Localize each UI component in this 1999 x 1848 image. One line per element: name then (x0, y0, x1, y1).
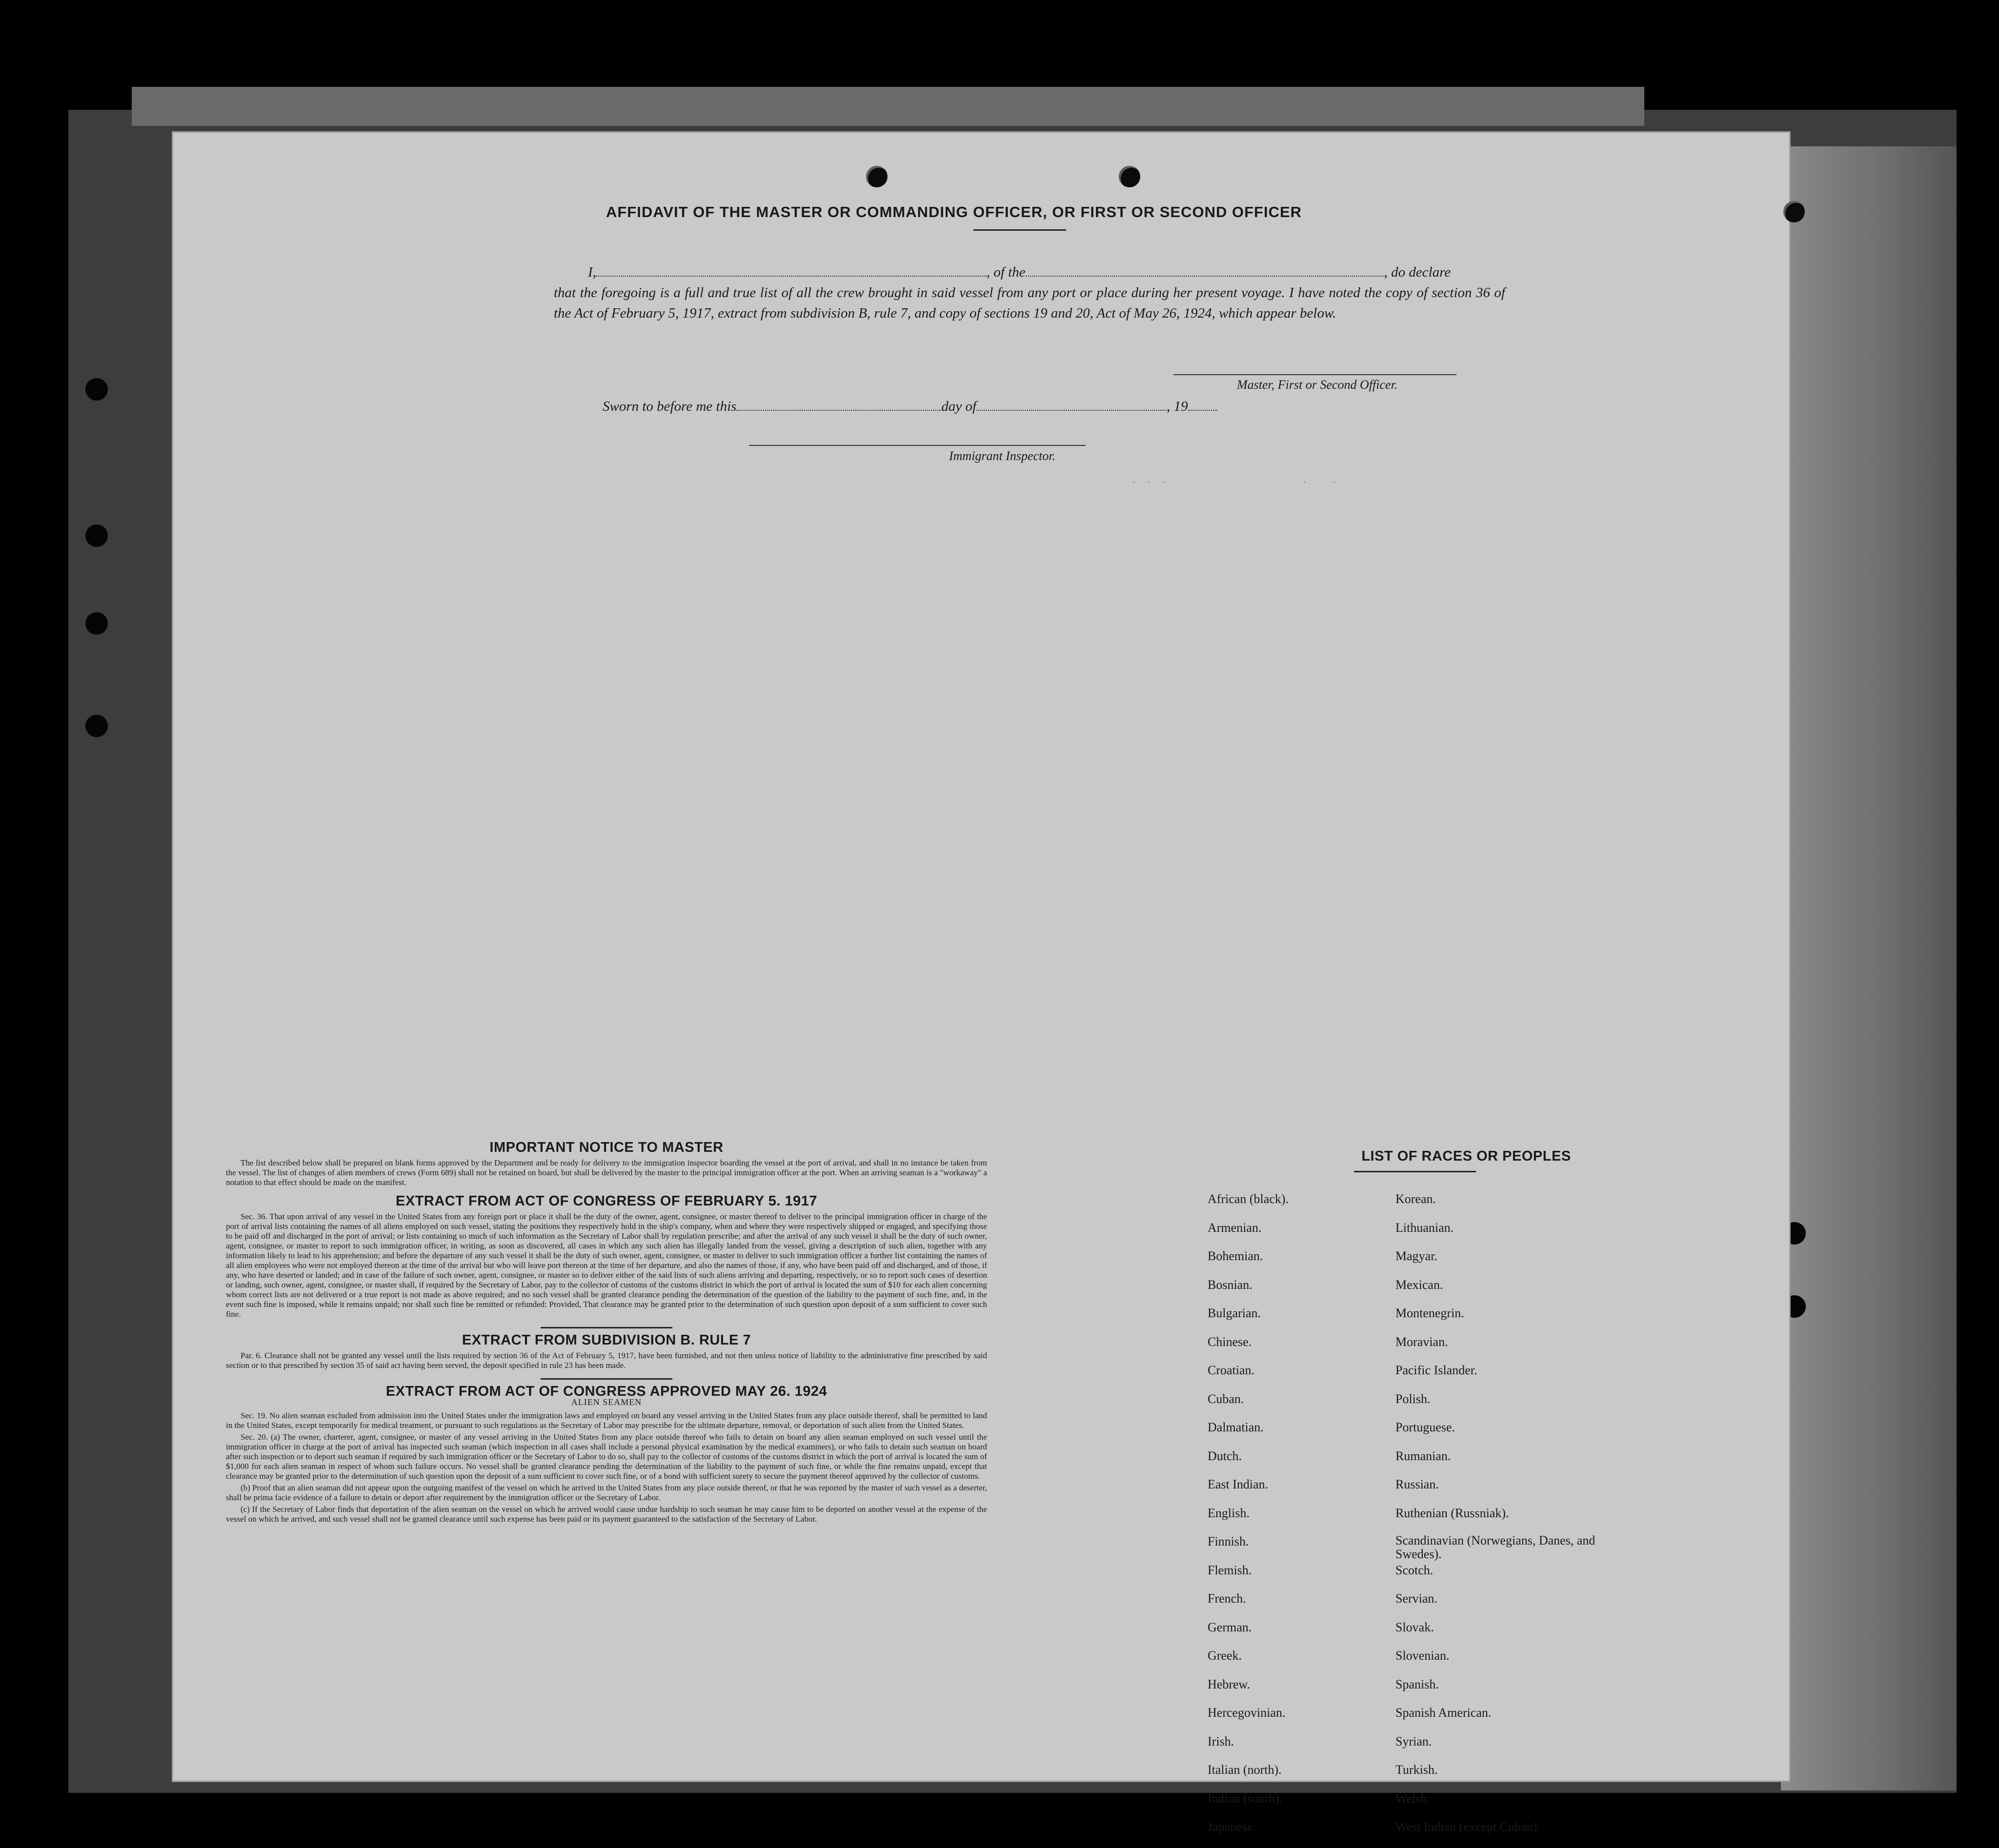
race-item: Italian (south). (1208, 1791, 1283, 1806)
race-item: Greek. (1208, 1648, 1242, 1663)
section-20c-text: (c) If the Secretary of Labor finds that deportation of the alien seaman on the vessel on which he arrived would cause undue hardship to such seaman he may cause him to be deported on another vessel at the expense of the vessel on which he arrived, and such vessel shall not be granted clearance until such expense has been paid or its payment guaranteed to the satisfaction of the Secretary of Labor. (226, 1505, 987, 1524)
race-item: Spanish. (1395, 1677, 1439, 1691)
race-item: Finnish. (1208, 1534, 1249, 1548)
race-item: Armenian. (1208, 1220, 1262, 1235)
races-list-right (1395, 1191, 1600, 1848)
race-item: Flemish. (1208, 1563, 1252, 1577)
affidavit-of-label: , of the (986, 264, 1026, 280)
race-item: Dutch. (1208, 1448, 1242, 1463)
inspector-signature-line (749, 445, 1086, 446)
race-item: Lithuanian. (1395, 1220, 1454, 1235)
inspector-signature-label: Immigrant Inspector. (949, 449, 1056, 463)
race-item: French. (1208, 1591, 1246, 1606)
race-item: Ruthenian (Russniak). (1395, 1506, 1509, 1520)
title-underline (973, 229, 1066, 231)
race-item: East Indian. (1208, 1477, 1269, 1491)
race-item: Bohemian. (1208, 1249, 1263, 1263)
race-item: Scotch. (1395, 1563, 1434, 1577)
race-item: Cuban. (1208, 1391, 1244, 1406)
race-item: Japanese. (1208, 1820, 1256, 1834)
legal-notice-column (226, 1138, 987, 1526)
underlying-page-edge (1781, 146, 1957, 1790)
rule-7-text: Par. 6. Clearance shall not be granted any vessel until the lists required by section 36 of the Act of February 5, 1917, have been furnished, and not then unless notice of liability to the administrative fine prescribed by said section or to that prescribed by section 35 of said act having been served, the deposit specified in rule 23 has been made. (226, 1351, 987, 1370)
document-page (173, 133, 1789, 1834)
race-item: Pacific Islander. (1395, 1363, 1477, 1377)
sworn-day-blank (736, 400, 941, 411)
race-item: Russian. (1395, 1477, 1439, 1491)
race-item: Korean. (1395, 1192, 1436, 1206)
race-item: Slovak. (1395, 1620, 1434, 1634)
section-20b-text: (b) Proof that an alien seaman did not appear upon the outgoing manifest of the vessel on which he arrived in the United States from any place outside thereof, or that he was reported by the master of such vessel as a deserter, shall be prima facie evidence of a failure to detain or deport after requirement by the immigration officer or the Secretary of Labor. (226, 1483, 987, 1502)
sworn-line (603, 399, 1286, 415)
race-item: German. (1208, 1620, 1252, 1634)
race-item: Scandinavian (Norwegians, Danes, and Swedes). (1395, 1533, 1595, 1561)
alien-seamen-subheading: ALIEN SEAMEN (571, 1397, 642, 1407)
race-item: Portuguese. (1395, 1420, 1455, 1434)
races-title-underline (1354, 1171, 1476, 1172)
name-blank (596, 266, 987, 277)
affidavit-i-label: I, (588, 264, 596, 280)
race-item: African (black). (1208, 1192, 1289, 1206)
race-item: Moravian. (1395, 1334, 1448, 1349)
binder-hole (85, 612, 108, 635)
section-divider (541, 1327, 672, 1328)
race-item: Turkish. (1395, 1763, 1438, 1777)
race-item: Magyar. (1395, 1249, 1437, 1263)
affidavit-title: AFFIDAVIT OF THE MASTER OR COMMANDING OFFICER, OR FIRST OR SECOND OFFICER (606, 203, 1302, 221)
race-item: Bosnian. (1208, 1277, 1252, 1292)
race-item: Welsh. (1395, 1791, 1430, 1806)
master-signature-line (1173, 374, 1456, 375)
race-item: English. (1208, 1506, 1250, 1520)
race-item: Hercegovinian. (1208, 1706, 1286, 1720)
section-20a-text: Sec. 20. (a) The owner, charterer, agent, consignee, or master of any vessel arriving in the United States from any place outside thereof who fails to detain on board any alien seaman employed on such vessel until the immigration officer in charge at the port of arrival has inspected such seaman (which inspection in all cases shall include a personal physical examination by the medical examiners), or who fails to detain such seaman on board after such inspection or to deport such seaman if required by such immigration officer or the Secretary of Labor to do so, shall pay to the collector of customs of the customs district in which the port of arrival is located the sum of $1,000 for each alien seaman in respect of whom such failure occurs. No vessel shall be granted clearance pending the determination of the liability to the payment of such fine, or while the fine remains unpaid, except that clearance may be granted prior to the determination of such question upon the deposit of a sum sufficient to cover such fine, or of a bond with sufficient surety to secure the payment thereof approved by the collector of customs. (226, 1432, 987, 1481)
act-1917-section-36: Sec. 36. That upon arrival of any vessel in the United States from any foreign port or place it shall be the duty of the owner, agent, consignee, or master thereof to deliver to the principal immigration officer in charge of the port of arrival lists containing the names of all aliens employed on such vessel, stating the positions they respectively hold in the ship's company, when and where they were respectively shipped or engaged, and specifying those to be paid off and discharged in the port of arrival; or lists containing so much of such information as the Secretary of Labor shall by regulation prescribe; and after the arrival of any such vessel it shall be the duty of such owner, agent, consignee, or master to report to such immigration officer, in writing, as soon as discovered, all cases in which any such alien has illegally landed from the vessel, giving a description of such alien, together with any information likely to lead to his apprehension; and before the departure of any such vessel it shall be the duty of such owner, agent, consignee, or master to deliver to such immigration officer a further list containing the names of all alien employees who were not employed thereon at the time of the arrival but who will leave port thereon at the time of her departure, and also the names of those, if any, who have been paid off and discharged, and of those, if any, who have deserted or landed; and in case of the failure of such owner, agent, consignee, or master so to deliver either of the said lists of such aliens arriving and departing, respectively, or so to report such cases of desertion or landing, such owner, agent, consignee, or master shall, if required by the Secretary of Labor, pay to the collector of customs of the customs district in which the port of arrival is located the sum of $10 for each alien concerning whom correct lists are not delivered or a true report is not made as above required; and no such vessel shall be granted clearance pending the determination of the question of the liability to the payment of such fine, and, in the event such fine is imposed, while it remains unpaid; nor shall such fine be remitted or refunded: Provided, That clearance may be granted prior to the determination of such question upon deposit of a sum sufficient to cover such fine. (226, 1212, 987, 1319)
race-item: Montenegrin. (1395, 1306, 1464, 1320)
race-item: Croatian. (1208, 1363, 1255, 1377)
notice-text: The list described below shall be prepared on blank forms approved by the Department and be ready for delivery to the immigration inspector boarding the vessel at the port of arrival, and shall in no instance be taken from the vessel. The list of changes of alien members of crews (Form 689) shall not be retained on board, but shall be delivered by the master to the principal immigration officer at the port. When an arriving seaman is a "workaway" a notation to that effect should be made on the manifest. (226, 1158, 987, 1187)
vessel-blank (1026, 266, 1384, 277)
sworn-month-blank (976, 400, 1167, 411)
binder-hole (85, 524, 108, 547)
race-item: Chinese. (1208, 1334, 1252, 1349)
punch-hole (1783, 201, 1805, 222)
punch-hole (1119, 166, 1140, 187)
binder-hole (85, 715, 108, 737)
rule-7-heading: EXTRACT FROM SUBDIVISION B. RULE 7 (462, 1332, 751, 1348)
races-title: LIST OF RACES OR PEOPLES (1361, 1148, 1571, 1164)
race-item: Spanish American. (1395, 1706, 1492, 1720)
race-item: Slovenian. (1395, 1648, 1450, 1663)
race-item: Servian. (1395, 1591, 1437, 1606)
race-item: Italian (north). (1208, 1763, 1282, 1777)
act-1917-heading: EXTRACT FROM ACT OF CONGRESS OF FEBRUARY 5. 1917 (395, 1193, 818, 1209)
notice-heading: IMPORTANT NOTICE TO MASTER (489, 1140, 724, 1155)
race-item: Irish. (1208, 1734, 1234, 1748)
sworn-year-label: , 19 (1167, 399, 1188, 414)
section-19-text: Sec. 19. No alien seaman excluded from admission into the United States under the immigration laws and employed on board any vessel arriving in the United States from any place outside thereof, shall be permitted to land in the United States, except temporarily for medical treatment, or pursuant to such regulations as the Secretary of Labor may prescribe for the ultimate departure, removal, or deportation of such alien from the United States. (226, 1411, 987, 1430)
punch-hole (866, 166, 888, 187)
sworn-day-label: day of (941, 399, 977, 414)
binder-hole (85, 378, 108, 401)
affidavit-body: that the foregoing is a full and true list of all the crew brought in said vessel from any port or place during her present voyage. I have noted the copy of section 36 of the Act of February 5, 1917, extract from subdivision B, rule 7, and copy of sections 19 and 20, Act of May 26, 1924, which appear below. (554, 285, 1505, 321)
bleed-through-text: . . . . . (856, 474, 1339, 486)
race-item: Dalmatian. (1208, 1420, 1264, 1434)
act-1924-heading: EXTRACT FROM ACT OF CONGRESS APPROVED MAY 26. 1924 (385, 1384, 828, 1399)
sworn-year-blank (1188, 400, 1217, 411)
sworn-prefix: Sworn to before me this (603, 399, 737, 414)
master-signature-label: Master, First or Second Officer. (1237, 378, 1398, 392)
race-item: Hebrew. (1208, 1677, 1251, 1691)
race-item: Mexican. (1395, 1277, 1443, 1292)
race-item: Polish. (1395, 1391, 1431, 1406)
race-item: Rumanian. (1395, 1448, 1451, 1463)
race-item: Bulgarian. (1208, 1306, 1261, 1320)
race-item: West Indian (except Cuban). (1395, 1820, 1540, 1834)
affidavit-declare-label: , do declare (1384, 264, 1451, 280)
back-sheet-top (132, 87, 1644, 126)
race-item: Syrian. (1395, 1734, 1432, 1748)
affidavit-statement (554, 262, 1505, 323)
section-divider (541, 1378, 672, 1380)
